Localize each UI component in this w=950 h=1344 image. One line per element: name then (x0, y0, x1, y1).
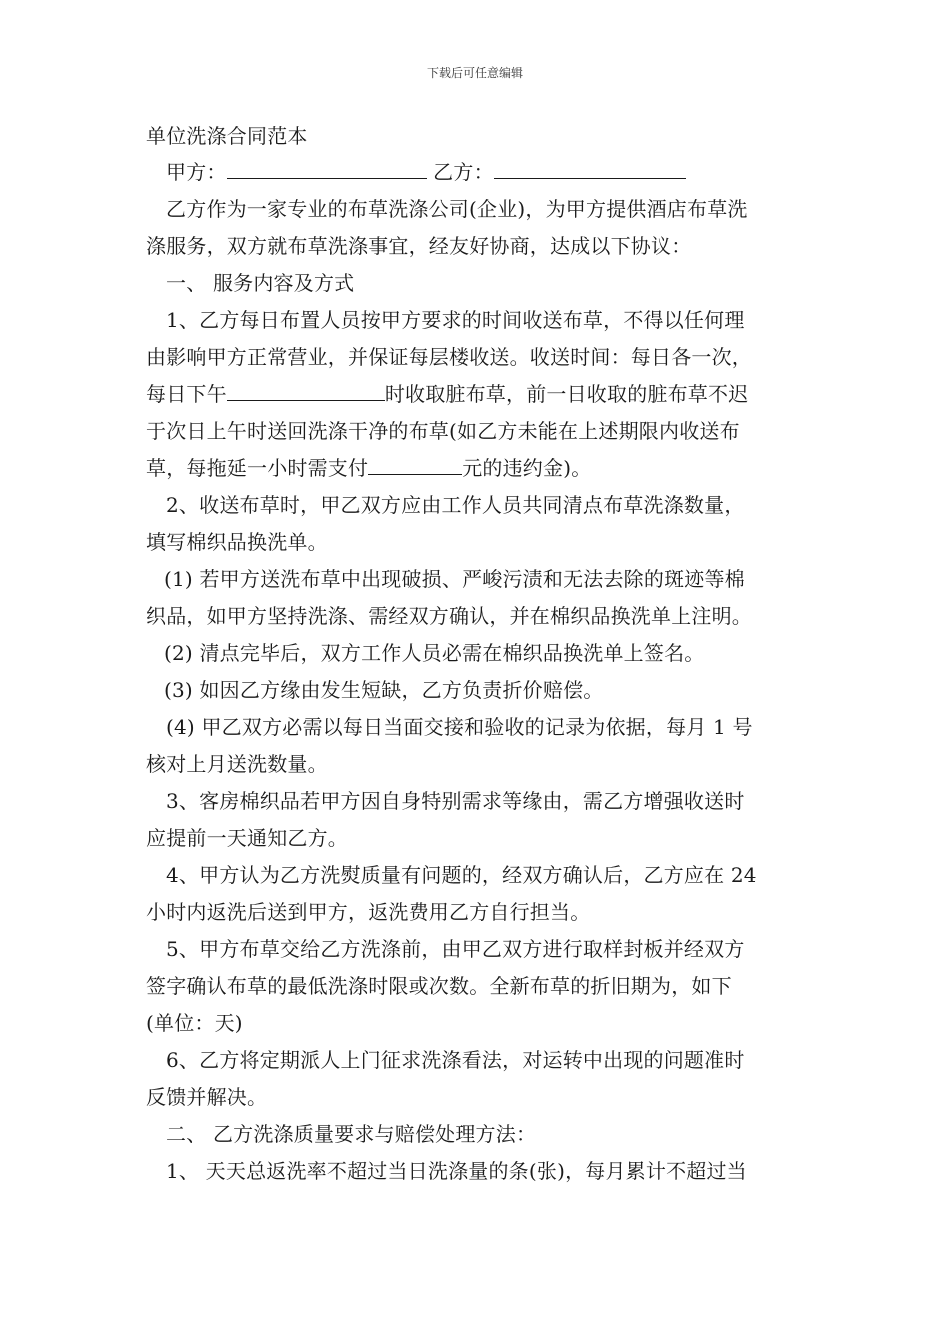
clause-line: 6、乙方将定期派人上门征求洗涤看法，对运转中出现的问题准时 (166, 1048, 745, 1072)
section-heading: 一、 服务内容及方式 (166, 271, 355, 295)
party-a-blank (227, 156, 427, 179)
section-heading: 二、 乙方洗涤质量要求与赔偿处理方法： (166, 1122, 537, 1146)
clause-line: 反馈并解决。 (146, 1085, 268, 1109)
clause-line: 4、甲方认为乙方洗熨质量有问题的，经双方确认后，乙方应在 24 (166, 863, 757, 887)
clause-line: 5、甲方布草交给乙方洗涤前，由甲乙双方进行取样封板并经双方 (166, 937, 745, 961)
party-b-blank (494, 156, 686, 179)
clause-line: 于次日上午时送回洗涤干净的布草(如乙方未能在上述期限内收送布 (146, 419, 740, 443)
clause-line (146, 450, 812, 487)
clause-line: 填写棉织品换洗单。 (146, 530, 328, 554)
sub-clause-line: (1) 若甲方送洗布草中出现破损、严峻污渍和无法去除的斑迹等棉 (164, 567, 745, 591)
clause-line: 3、客房棉织品若甲方因自身特别需求等缘由，需乙方增强收送时 (166, 789, 745, 813)
intro-line: 涤服务，双方就布草洗涤事宜，经友好协商，达成以下协议： (146, 234, 692, 258)
clause-line: 由影响甲方正常营业，并保证每层楼收送。收送时间：每日各一次， (146, 345, 752, 369)
penalty-blank (368, 452, 462, 475)
document-title: 单位洗涤合同范本 (146, 124, 308, 148)
sub-clause-line: (2) 清点完毕后，双方工作人员必需在棉织品换洗单上签名。 (164, 641, 705, 665)
clause-line: 小时内返洗后送到甲方，返洗费用乙方自行担当。 (146, 900, 591, 924)
time-blank (227, 378, 385, 401)
clause-line: 签字确认布草的最低洗涤时限或次数。全新布草的折旧期为，如下 (146, 974, 732, 998)
header-note: 下载后可任意编辑 (426, 66, 523, 80)
clause-text: 元的违约金)。 (462, 456, 592, 480)
clause-text: 每日下午 (146, 382, 227, 406)
clause-text: 时收取脏布草，前一日收取的脏布草不迟 (384, 382, 749, 406)
sub-clause-line: (4) 甲乙双方必需以每日当面交接和验收的记录为依据，每月 1 号 (166, 715, 753, 739)
clause-line: 1、乙方每日布置人员按甲方要求的时间收送布草，不得以任何理 (166, 308, 745, 332)
clause-line (146, 376, 812, 413)
clause-line: 1、 天天总返洗率不超过当日洗涤量的条(张)，每月累计不超过当 (166, 1159, 747, 1183)
document-body (146, 118, 812, 1190)
party-b-label: 乙方： (433, 160, 494, 184)
sub-clause-line: 核对上月送洗数量。 (146, 752, 328, 776)
clause-line: (单位：天) (146, 1011, 243, 1035)
parties-line (146, 154, 812, 191)
clause-line: 2、收送布草时，甲乙双方应由工作人员共同清点布草洗涤数量， (166, 493, 745, 517)
party-a-label: 甲方： (166, 160, 227, 184)
sub-clause-line: 织品，如甲方坚持洗涤、需经双方确认，并在棉织品换洗单上注明。 (146, 604, 752, 628)
clause-line: 应提前一天通知乙方。 (146, 826, 348, 850)
intro-line: 乙方作为一家专业的布草洗涤公司(企业)，为甲方提供酒店布草洗 (166, 197, 748, 221)
clause-text: 草，每拖延一小时需支付 (146, 456, 369, 480)
sub-clause-line: (3) 如因乙方缘由发生短缺，乙方负责折价赔偿。 (164, 678, 604, 702)
